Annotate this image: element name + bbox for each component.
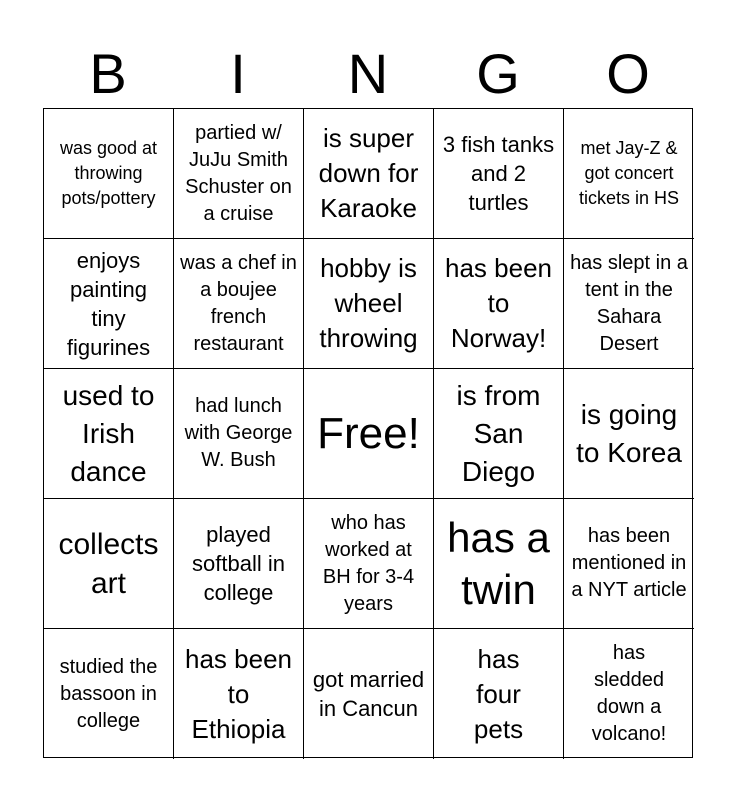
bingo-cell-r5-c5[interactable] xyxy=(564,629,694,759)
bingo-cell-r1-c2[interactable] xyxy=(174,109,304,239)
header-letter-i: I xyxy=(230,42,246,105)
bingo-cell-r1-c1[interactable] xyxy=(44,109,174,239)
cell-text: has been to Norway! xyxy=(445,253,552,353)
bingo-cell-r4-c4[interactable] xyxy=(434,499,564,629)
header-letter-o: O xyxy=(606,42,650,105)
header-letter-b: B xyxy=(89,42,127,105)
cell-text: is going to Korea xyxy=(576,398,682,468)
cell-text: hobby is wheel throwing xyxy=(319,253,418,353)
bingo-cell-r3-c4[interactable] xyxy=(434,369,564,499)
bingo-cell-r4-c2[interactable] xyxy=(174,499,304,629)
cell-text: partied w/ JuJu Smith Schuster on a cruise xyxy=(185,121,292,225)
cell-text: collects art xyxy=(58,527,159,600)
cell-text: is super down for Karaoke xyxy=(318,123,419,223)
bingo-cell-r3-c5[interactable] xyxy=(564,369,694,499)
bingo-cell-r2-c5[interactable] xyxy=(564,239,694,369)
cell-text: got married in Cancun xyxy=(312,667,425,721)
cell-text: was good at throwing pots/pottery xyxy=(59,138,158,208)
bingo-cell-r2-c1[interactable] xyxy=(44,239,174,369)
bingo-cell-r3-c2[interactable] xyxy=(174,369,304,499)
cell-text: has slept in a tent in the Sahara Desert xyxy=(570,251,688,355)
header-letter-n: N xyxy=(347,42,389,105)
bingo-cell-r2-c3[interactable] xyxy=(304,239,434,369)
cell-text: has a twin xyxy=(447,513,550,613)
bingo-cell-r1-c5[interactable] xyxy=(564,109,694,239)
bingo-cell-r5-c1[interactable] xyxy=(44,629,174,759)
bingo-cell-r1-c3[interactable] xyxy=(304,109,434,239)
cell-text: who has worked at BH for 3-4 years xyxy=(322,511,415,615)
bingo-cell-r3-c1[interactable] xyxy=(44,369,174,499)
bingo-board xyxy=(43,108,693,758)
bingo-cell-r4-c5[interactable] xyxy=(564,499,694,629)
bingo-cell-r1-c4[interactable] xyxy=(434,109,564,239)
bingo-cell-r5-c2[interactable] xyxy=(174,629,304,759)
bingo-cell-r2-c2[interactable] xyxy=(174,239,304,369)
cell-text: has sledded down a volcano! xyxy=(591,642,667,745)
cell-text: met Jay-Z & got concert tickets in HS xyxy=(578,138,680,208)
bingo-cell-r5-c3[interactable] xyxy=(304,629,434,759)
bingo-cell-r5-c4[interactable] xyxy=(434,629,564,759)
cell-text: has been mentioned in a NYT article xyxy=(571,525,687,601)
bingo-cell-r4-c3[interactable] xyxy=(304,499,434,629)
cell-text: had lunch with George W. Bush xyxy=(184,395,293,471)
bingo-header xyxy=(43,40,693,108)
cell-text: was a chef in a boujee french restaurant xyxy=(180,251,297,355)
bingo-cell-r3-c3-free[interactable] xyxy=(304,369,434,499)
cell-text: is from San Diego xyxy=(456,379,541,487)
cell-text: has four pets xyxy=(473,643,524,744)
bingo-cell-r4-c1[interactable] xyxy=(44,499,174,629)
cell-text: studied the bassoon in college xyxy=(59,655,158,732)
bingo-cell-r2-c4[interactable] xyxy=(434,239,564,369)
header-letter-g: G xyxy=(476,42,520,105)
cell-text: used to Irish dance xyxy=(62,379,155,487)
cell-text: 3 fish tanks and 2 turtles xyxy=(442,132,555,215)
cell-text: has been to Ethiopia xyxy=(185,643,292,744)
free-space-text: Free! xyxy=(317,408,420,458)
cell-text: enjoys painting tiny figurines xyxy=(66,247,151,360)
cell-text: played softball in college xyxy=(192,522,285,605)
